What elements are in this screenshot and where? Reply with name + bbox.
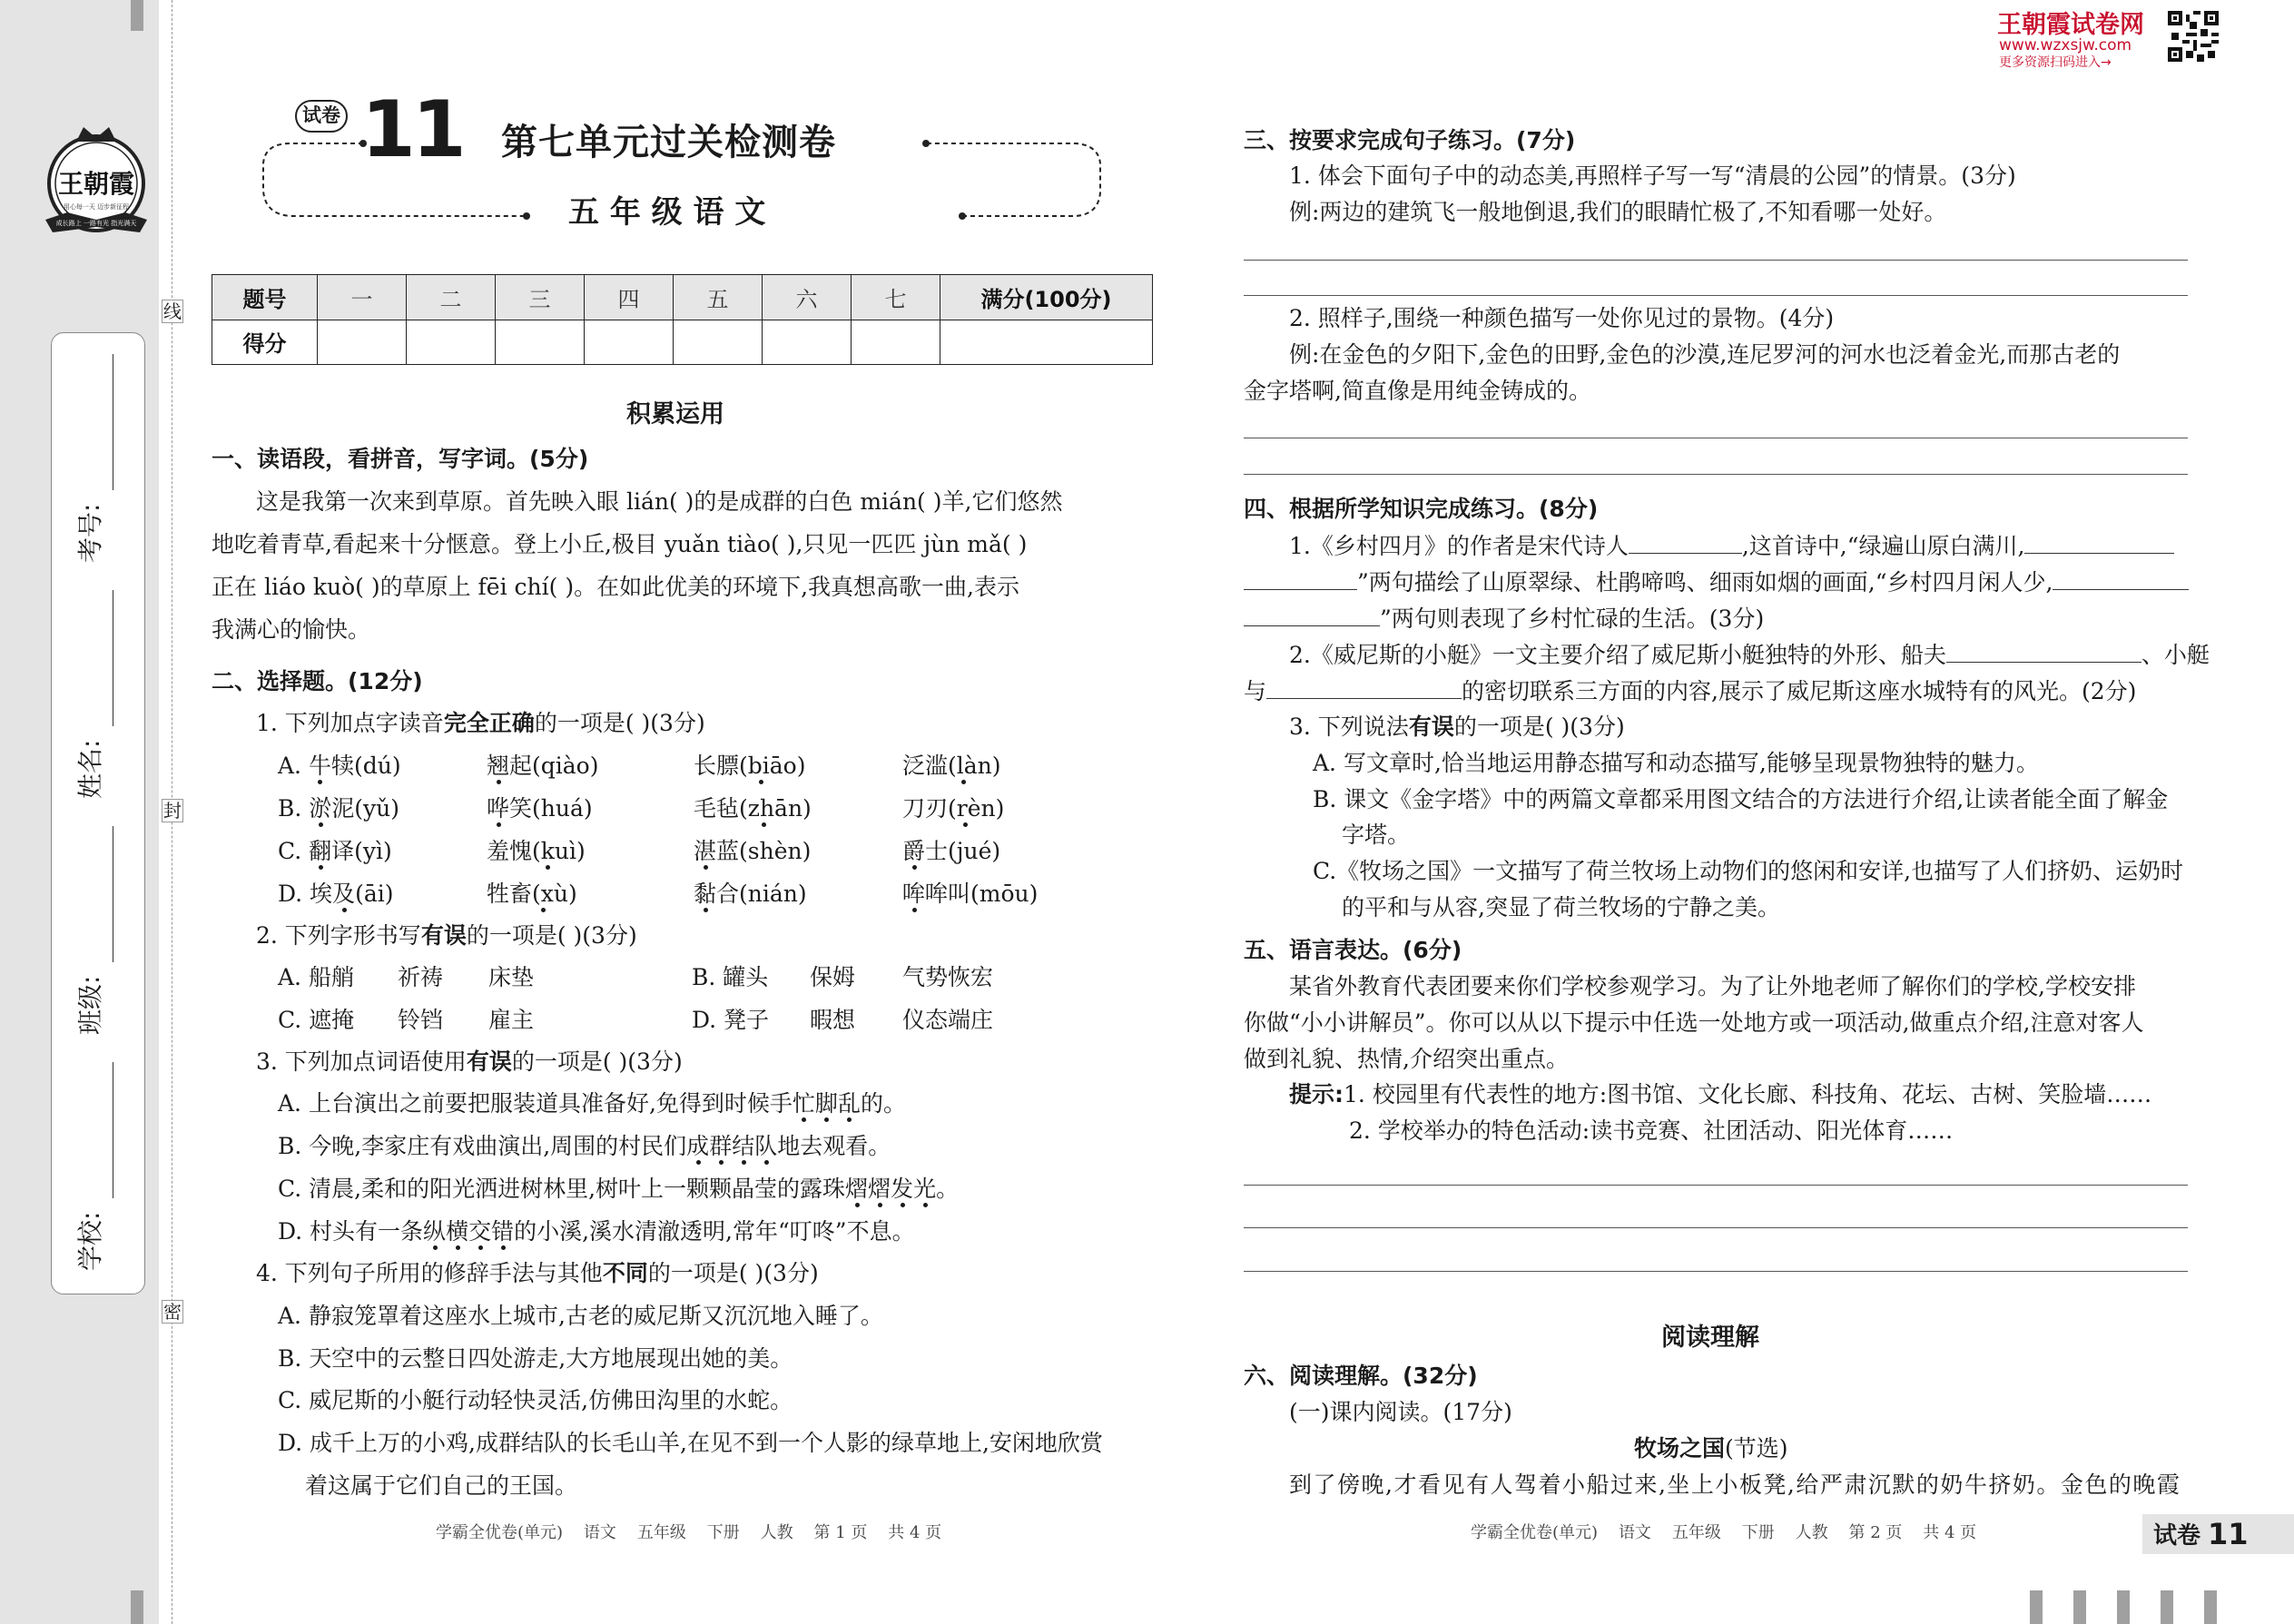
section-heading-reading: 阅读理解 xyxy=(1661,1324,1759,1352)
score-col-3: 三 xyxy=(496,275,585,320)
school-label: 学校: xyxy=(75,1211,105,1271)
print-mark-3 xyxy=(2117,1590,2130,1624)
q3-1-answer-line-1[interactable] xyxy=(1244,260,2188,261)
print-mark-1 xyxy=(2030,1590,2043,1624)
q2-3-option-b[interactable]: B. 今晚,李家庄有戏曲演出,周围的村民们成群结队地去观看。 xyxy=(278,1133,891,1159)
q4-1-line-3: ”两句则表现了乡村忙碌的生活。(3分) xyxy=(1244,606,1764,630)
q2-4-option-b[interactable]: B. 天空中的云整日四处游走,大方地展现出她的美。 xyxy=(278,1345,793,1372)
q3-2-example-line-2: 金字塔啊,简直像是用纯金铸成的。 xyxy=(1244,378,1591,404)
blank-poem-line-2[interactable] xyxy=(2024,534,2174,554)
q2-1-option-c[interactable]: C. 翻译(yì) 羞愧(kuì) 湛蓝(shèn) 爵士(jué) xyxy=(278,838,1001,864)
q2-4-option-a[interactable]: A. 静寂笼罩着这座水上城市,古老的威尼斯又沉沉地入睡了。 xyxy=(278,1303,883,1329)
score-table xyxy=(212,274,1153,365)
q3-2-stem: 2. 照样子,围绕一种颜色描写一处你见过的景物。(4分) xyxy=(1289,305,1835,331)
q2-2-stem-key: 有误 xyxy=(420,922,467,949)
q4-3-option-b-cont: 字塔。 xyxy=(1342,822,1411,848)
score-cell-total[interactable] xyxy=(940,320,1153,365)
q3-1-stem: 1. 体会下面句子中的动态美,再照样子写一写“清晨的公园”的情景。(3分) xyxy=(1289,162,2016,189)
blank-relation[interactable] xyxy=(1266,679,1462,699)
exam-number-field[interactable] xyxy=(75,354,123,563)
q5-hint-label: 提示: xyxy=(1289,1081,1344,1107)
q4-3-option-c-cont: 的平和与从容,突显了荷兰牧场的宁静之美。 xyxy=(1342,894,1780,920)
name-field[interactable] xyxy=(75,590,123,799)
q5-answer-line-2[interactable] xyxy=(1244,1227,2188,1228)
q2-2-option-b[interactable]: B. 罐头 保姆 气势恢宏 xyxy=(692,964,994,990)
qr-code[interactable] xyxy=(2168,11,2219,62)
q4-3-option-a[interactable]: A. 写文章时,恰当地运用静态描写和动态描写,能够呈现景物独特的魅力。 xyxy=(1313,750,2039,776)
q3-2-answer-line-2[interactable] xyxy=(1244,474,2188,475)
score-col-6: 六 xyxy=(763,275,852,320)
print-mark-4 xyxy=(2161,1590,2173,1624)
publisher-logo-slogan: 用心每一天 迈步新征程 xyxy=(63,203,130,211)
q4-3-option-c[interactable]: C.《牧场之国》一文描写了荷兰牧场上动物们的悠闲和安详,也描写了人们挤奶、运奶时 xyxy=(1313,858,2184,884)
name-label: 姓名: xyxy=(75,739,105,799)
q3-2-example-line-1: 例:在金色的夕阳下,金色的田野,金色的沙漠,连尼罗河的河水也泛着金光,而那古老的 xyxy=(1289,341,2121,368)
blank-poem-line-4-cont[interactable] xyxy=(1244,606,1380,626)
class-label: 班级: xyxy=(75,975,105,1035)
q5-answer-line-1[interactable] xyxy=(1244,1185,2188,1186)
q5-para-line-3: 做到礼貌、热情,介绍突出重点。 xyxy=(1244,1046,1569,1072)
q4-3-stem: 3. 下列说法有误的一项是( )(3分) xyxy=(1289,714,1625,740)
q2-1-option-d[interactable]: D. 埃及(āi) 牲畜(xù) 黏合(nián) 哞哞叫(mōu) xyxy=(278,881,1039,907)
q6-passage-title: 牧场之国(节选) xyxy=(1634,1435,1788,1462)
publisher-logo-ribbon: 成长路上 一路有光 指光满天 xyxy=(55,220,137,227)
q2-1-stem-a: 1. 下列加点字读音 xyxy=(256,710,444,736)
score-col-1: 一 xyxy=(318,275,407,320)
q2-3-option-c[interactable]: C. 清晨,柔和的阳光洒进树林里,树叶上一颗颗晶莹的露珠熠熠发光。 xyxy=(278,1176,960,1202)
corner-badge-number: 11 xyxy=(2208,1517,2249,1551)
q2-1-stem xyxy=(256,712,705,734)
q2-1-stem-key: 完全正确 xyxy=(443,710,535,736)
page-subtitle: 五 年 级 语 文 xyxy=(568,194,766,231)
footer-page-2: 学霸全优卷(单元) 语文 五年级 下册 人教 第 2 页 共 4 页 xyxy=(1471,1523,1977,1542)
q2-1-stem-c: 的一项是( )(3分) xyxy=(534,710,705,736)
score-col-total: 满分(100分) xyxy=(940,275,1153,320)
q3-1-answer-line-2[interactable] xyxy=(1244,295,2188,296)
q5-hint-1: 提示:1. 校园里有代表性的地方:图书馆、文化长廊、科技角、花坛、古树、笑脸墙…… xyxy=(1289,1081,2152,1107)
score-cell-6[interactable] xyxy=(763,320,852,365)
q2-4-option-c[interactable]: C. 威尼斯的小艇行动轻快灵活,仿佛田沟里的水蛇。 xyxy=(278,1387,793,1413)
school-field[interactable] xyxy=(75,1062,123,1271)
score-cell-3[interactable] xyxy=(496,320,585,365)
score-col-2: 二 xyxy=(407,275,496,320)
score-cell-2[interactable] xyxy=(407,320,496,365)
binding-char-3: 密 xyxy=(163,1301,182,1323)
q5-hint-2: 2. 学校举办的特色活动:读书竞赛、社团活动、阳光体育…… xyxy=(1349,1117,1954,1144)
q2-1-option-a[interactable]: A. 牛犊(dú) 翘起(qiào) 长膘(biāo) 泛滥(làn) xyxy=(278,753,1001,779)
brand-scan-tip: 更多资源扫码进入→ xyxy=(1999,55,2112,70)
q2-2-stem: 2. 下列字形书写有误的一项是( )(3分) xyxy=(256,922,637,949)
q5-answer-line-3[interactable] xyxy=(1244,1271,2188,1272)
brand-name: 王朝霞试卷网 xyxy=(1997,11,2144,39)
score-cell-1[interactable] xyxy=(318,320,407,365)
score-col-5: 五 xyxy=(674,275,763,320)
score-cell-7[interactable] xyxy=(852,320,940,365)
q2-3-stem-key: 有误 xyxy=(466,1048,512,1075)
q2-1-option-b[interactable]: B. 淤泥(yǔ) 哗笑(huá) 毛毡(zhān) 刀刃(rèn) xyxy=(278,795,1005,822)
score-col-label: 题号 xyxy=(212,275,318,320)
gutter-mark-bottom xyxy=(131,1590,143,1624)
q2-4-stem-key: 不同 xyxy=(602,1260,648,1286)
publisher-logo-text: 王朝霞 xyxy=(57,169,135,199)
print-mark-2 xyxy=(2073,1590,2086,1624)
q2-4-option-d[interactable]: D. 成千上万的小鸡,成群结队的长毛山羊,在见不到一个人影的绿草地上,安闲地欣赏 xyxy=(278,1430,1103,1456)
q2-4-option-d-cont: 着这属于它们自己的王国。 xyxy=(305,1472,578,1499)
q3-title: 三、按要求完成句子练习。(7分) xyxy=(1244,127,1576,153)
q2-4-stem: 4. 下列句子所用的修辞手法与其他不同的一项是( )(3分) xyxy=(256,1260,819,1286)
q2-2-option-d[interactable]: D. 凳子 暇想 仪态端庄 xyxy=(692,1007,994,1033)
q4-3-stem-key: 有误 xyxy=(1408,714,1454,740)
header-tag: 试卷 xyxy=(302,104,340,126)
print-mark-5 xyxy=(2204,1590,2217,1624)
section-heading-accumulate: 积累运用 xyxy=(626,400,724,428)
score-table-score-row xyxy=(212,320,1153,365)
q3-1-example: 例:两边的建筑飞一般地倒退,我们的眼睛忙极了,不知看哪一处好。 xyxy=(1289,199,1947,225)
binding-char-1: 线 xyxy=(163,300,182,322)
page-title: 第七单元过关检测卷 xyxy=(501,122,836,163)
blank-poet[interactable] xyxy=(1629,534,1742,554)
score-cell-5[interactable] xyxy=(674,320,763,365)
q5-para-line-2: 你做“小小讲解员”。你可以从以下提示中任选一处地方或一项活动,做重点介绍,注意对客人 xyxy=(1244,1009,2144,1036)
publisher-logo xyxy=(40,118,153,243)
q4-1-line-1: 1.《乡村四月》的作者是宋代诗人 ,这首诗中,“绿遍山原白满川, xyxy=(1289,534,2174,557)
q1-para-line-4: 我满心的愉快。 xyxy=(212,616,371,643)
score-cell-4[interactable] xyxy=(585,320,674,365)
q2-2-option-c[interactable]: C. 遮掩 铃铛 雇主 xyxy=(278,1007,535,1033)
q1-para-line-2: 地吃着青草,看起来十分惬意。登上小丘,极目 yuǎn tiào( ),只见一匹匹 jùn mǎ( ) xyxy=(212,531,1028,557)
q2-2-option-a[interactable]: A. 船艄 祈祷 床垫 xyxy=(278,964,535,990)
blank-boatman[interactable] xyxy=(1946,643,2141,663)
score-col-4: 四 xyxy=(585,275,674,320)
q5-para-line-1: 某省外教育代表团要来你们学校参观学习。为了让外地老师了解你们的学校,学校安排 xyxy=(1289,973,2136,999)
score-col-7: 七 xyxy=(852,275,940,320)
header-number: 11 xyxy=(361,84,463,175)
q6-passage-line-1: 到了傍晚,才看见有人驾着小船过来,坐上小板凳,给严肃沉默的奶牛挤奶。金色的晚霞 xyxy=(1289,1471,2181,1498)
class-field[interactable] xyxy=(75,826,123,1035)
binding-char-2: 封 xyxy=(163,800,182,822)
q1-para-line-1: 这是我第一次来到草原。首先映入眼 lián( )的是成群的白色 mián( )羊,它们悠然 xyxy=(256,488,1063,515)
blank-poem-line-4[interactable] xyxy=(2053,570,2189,590)
q2-3-stem: 3. 下列加点词语使用有误的一项是( )(3分) xyxy=(256,1048,683,1075)
q6-subtitle: (一)课内阅读。(17分) xyxy=(1289,1399,1512,1425)
q4-3-option-b[interactable]: B. 课文《金字塔》中的两篇文章都采用图文结合的方法进行介绍,让读者能全面了解金 xyxy=(1313,786,2169,812)
q4-title: 四、根据所学知识完成练习。(8分) xyxy=(1244,496,1599,522)
q5-title: 五、语言表达。(6分) xyxy=(1244,937,1462,963)
footer-page-1: 学霸全优卷(单元) 语文 五年级 下册 人教 第 1 页 共 4 页 xyxy=(436,1523,942,1542)
brand-url: www.wzxsjw.com xyxy=(1999,36,2132,54)
q6-title: 六、阅读理解。(32分) xyxy=(1244,1363,1478,1389)
blank-poem-line-2-cont[interactable] xyxy=(1244,570,1357,590)
q2-3-option-a[interactable]: A. 上台演出之前要把服装道具准备好,免得到时候手忙脚乱的。 xyxy=(278,1090,906,1117)
q2-3-option-d[interactable]: D. 村头有一条纵横交错的小溪,溪水清澈透明,常年“叮咚”不息。 xyxy=(278,1218,915,1245)
corner-badge-label: 试卷 xyxy=(2153,1522,2201,1550)
score-table-header-row xyxy=(212,275,1153,320)
q1-title: 一、读语段，看拼音，写字词。(5分) xyxy=(212,446,589,472)
gutter-mark-top xyxy=(131,0,143,31)
q4-2-line-1: 2.《威尼斯的小艇》一文主要介绍了威尼斯小艇独特的外形、船夫 、小艇 xyxy=(1289,642,2210,668)
q1-para-line-3: 正在 liáo kuò( )的草原上 fēi chí( )。在如此优美的环境下,我真想高歌一曲,表示 xyxy=(212,574,1019,600)
q4-1-line-2: ”两句描绘了山原翠绿、杜鹃啼鸣、细雨如烟的画面,“乡村四月闲人少, xyxy=(1244,570,2189,594)
exam-number-label: 考号: xyxy=(75,503,105,563)
q4-2-line-2: 与 的密切联系三方面的内容,展示了威尼斯这座水城特有的风光。(2分) xyxy=(1244,678,2137,704)
q2-title: 二、选择题。(12分) xyxy=(212,668,423,694)
score-row-label: 得分 xyxy=(212,320,318,365)
